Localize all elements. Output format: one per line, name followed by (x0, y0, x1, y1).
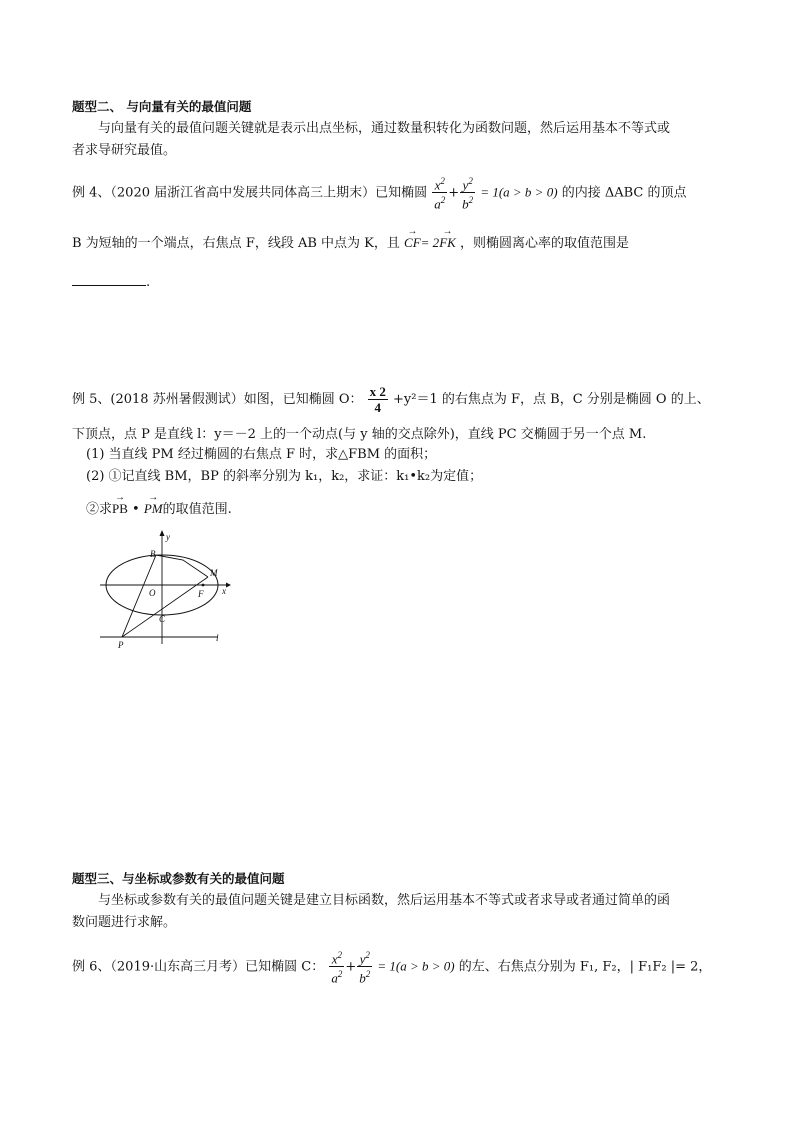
section2-intro-line1: 与向量有关的最值问题关键就是表示出点坐标，通过数量积转化为函数问题，然后运用基本不等式或 (98, 121, 671, 136)
vector-pm: → PM (144, 498, 163, 520)
example4-question: ，则椭圆离心率的取值范围是 (459, 236, 629, 251)
example4-suffix: 的内接 ΔABC 的顶点 (561, 185, 687, 201)
vector-pb: → PB (112, 498, 128, 520)
section2-heading: 题型二、 与向量有关的最值问题 (72, 99, 252, 114)
vector-cf: → CF (404, 232, 421, 254)
example4-end: . (146, 275, 151, 290)
example5-frac: $\frac{x 2}{4}$ (369, 384, 386, 415)
answer-blank (72, 273, 146, 286)
y-axis-arrow-icon (160, 530, 165, 536)
example5-line2: 下顶点，点 P 是直线 l：y＝－2 上的一个动点(与 y 轴的交点除外)，直线 PC 交椭圆于另一个点 M. (72, 427, 647, 442)
example6-prefix: 例 6、（2019·山东高三月考）已知椭圆 C： (72, 959, 325, 975)
example4-eq-mid: = 2 (420, 235, 440, 250)
example4-frac-x: $\frac{x^2}{a^2}$ (434, 176, 446, 212)
example5-prefix: 例 5、(2018 苏州暑假测试）如图，已知椭圆 O： (72, 392, 363, 407)
example5-q3-suffix: 的取值范围. (162, 502, 232, 517)
label-x: x (222, 586, 226, 596)
label-c: C (159, 614, 166, 624)
example6-frac-y: $\frac{y^2}{b^2}$ (359, 950, 371, 986)
x-axis-arrow-icon (226, 583, 231, 588)
label-l: l (216, 633, 219, 643)
example5-q3-prefix: ②求 (86, 502, 113, 517)
section3-heading: 题型三、与坐标或参数有关的最值问题 (72, 871, 285, 886)
focus-point (202, 584, 205, 587)
example6-frac-x: $\frac{x^2}{a^2}$ (331, 950, 343, 986)
example6-line1: 例 6、（2019·山东高三月考）已知椭圆 C： $\frac{x^2}{a^2}$ + $\frac{y^2}{b^2}$ = 1(a > b > 0) 的左、右焦点分别为 F₁, F₂，| F₁F₂ |= 2， (72, 950, 712, 986)
example5-line1 (72, 384, 732, 416)
section2-intro-line2: 者求导研究最值。 (72, 143, 177, 158)
example5-q3 (72, 498, 746, 521)
ellipse-figure (98, 530, 238, 654)
example5-q1: (1) 当直线 PM 经过椭圆的右焦点 F 时，求△FBM 的面积； (86, 447, 437, 462)
example4-eq-rhs: = 1(a > b > 0) (480, 184, 558, 200)
example4-prefix: 例 4、（2020 届浙江省高中发展共同体高三上期末）已知椭圆 (72, 185, 428, 201)
label-o: O (149, 588, 156, 598)
example5-after-frac: +y²＝1 的右焦点为 F，点 B，C 分别是椭圆 O 的上、 (393, 392, 710, 407)
example4-line2-text: B 为短轴的一个端点，右焦点 F，线段 AB 中点为 K，且 (72, 236, 400, 251)
vector-fk: → FK (439, 232, 456, 254)
example6-eq-rhs: = 1(a > b > 0) (377, 958, 455, 974)
section3-intro-line1: 与坐标或参数有关的最值问题关键是建立目标函数，然后运用基本不等式或者求导或者通过简单的函 (98, 893, 671, 908)
label-y: y (166, 532, 170, 542)
dot-operator: • (127, 502, 144, 517)
label-p: P (118, 640, 124, 650)
example5-q2: (2) ①记直线 BM，BP 的斜率分别为 k₁，k₂，求证：k₁•k₂为定值； (86, 469, 483, 484)
label-m: M (210, 568, 218, 578)
label-b: B (150, 549, 156, 559)
section3-intro-line2: 数问题进行求解。 (72, 915, 177, 930)
example4-answer-line (72, 272, 732, 294)
example6-suffix: 的左、右焦点分别为 F₁, F₂，| F₁F₂ |= 2， (458, 959, 712, 975)
example4-line1: 例 4、（2020 届浙江省高中发展共同体高三上期末）已知椭圆 $\frac{x^2}{a^2}$ + $\frac{y^2}{b^2}$ = 1(a > b > 0) 的内接 ΔABC 的顶点 (72, 176, 687, 212)
example4-frac-y: $\frac{y^2}{b^2}$ (462, 176, 474, 212)
example4-line2 (72, 232, 732, 255)
label-f: F (198, 589, 204, 599)
segment-bm (156, 555, 208, 577)
